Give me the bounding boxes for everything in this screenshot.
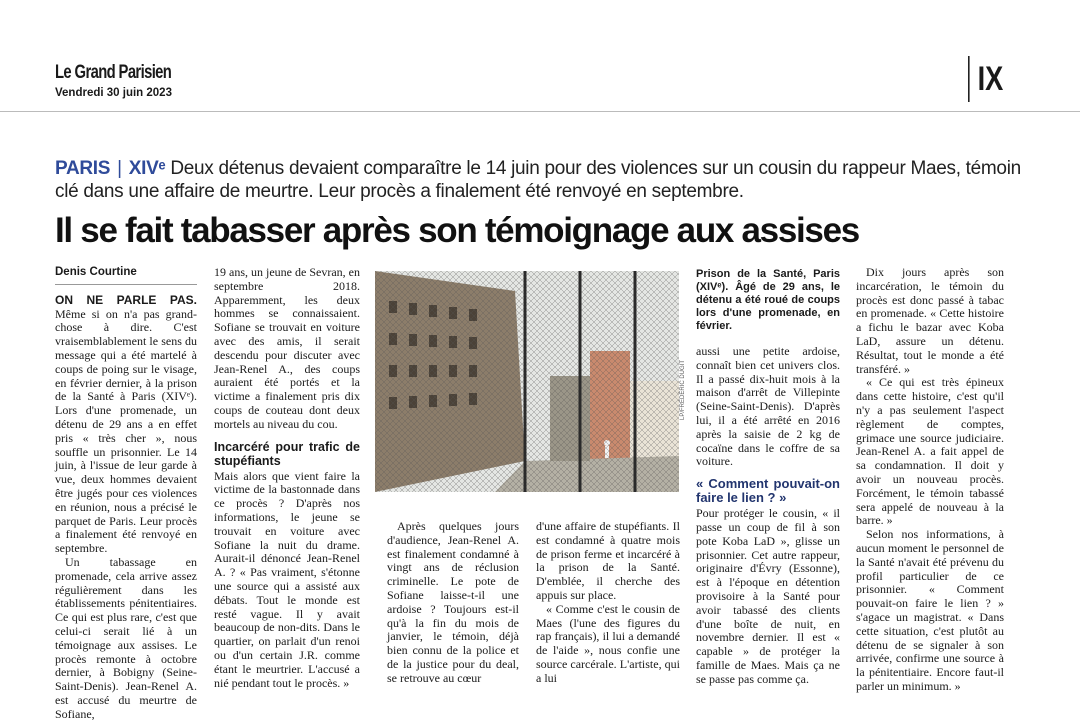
- paragraph: d'une affaire de stupéfiants. Il est condamné à quatre mois de prison ferme et incarcéré à la prison de la Santé. D'emblée, il cherche des appuis sur place.: [536, 519, 680, 602]
- kicker-text: Deux détenus devaient comparaître le 14 juin pour des violences sur un cousin du rappeur Maes, témoin clé dans une affaire de meurtre. Leur procès a finalement été renvoyé en septembre.: [55, 158, 1021, 202]
- kicker-district: XIVᵉ: [128, 158, 166, 179]
- paragraph: Après quelques jours d'audience, Jean-Renel A. est finalement condamné à vingt ans de réclusion criminelle. Le pote de Sofiane laisse-t-il une ardoise ? Toujours est-il qu'à la fin du mois de janvier, le témoin, déjà bien connu de la police et de la justice pour du deal, se retrouve au cœur: [387, 519, 519, 685]
- paragraph: Mais alors que vient faire la victime de la bastonnade dans ce procès ? D'après nos informations, le jeune se trouvait en voiture avec Sofiane la nuit du drame. Aurait-il dénoncé Jean-Renel A. ? « Pas vraiment, s'étonne une source qui a assisté aux débats. Tout le monde est resté vague. Il y avait beaucoup de non-dits. Dans le quartier, on parlait d'un renoi ou d'un certain J.R. comme étant le meurtrier. L'accusé a nié pendant tout le procès. »: [214, 468, 360, 690]
- subheading: « Comment pouvait-on faire le lien ? »: [696, 476, 840, 506]
- article-column-1: [55, 266, 197, 721]
- masthead: [55, 62, 204, 99]
- headline: Il se fait tabasser après son témoignage aux assises: [55, 211, 859, 250]
- article-column-2: [214, 265, 360, 690]
- paragraph: Selon nos informations, à aucun moment le personnel de la Santé n'avait été prévenu du profil particulier de ce prisonnier. « Comment pouvait-on faire le lien ? » s'agace un magistrat. « Dans cette situation, c'est plutôt au détenu de se signaler à son arrivée, confirme une source à la pénitentiaire. Encore faut-il parler un minimum. »: [856, 527, 1004, 693]
- header-divider: [0, 111, 1080, 112]
- byline: Denis Courtine: [55, 266, 197, 285]
- photo-credit: LP/FRÉDÉRIC DUGIT: [680, 359, 686, 420]
- photo-caption: Prison de la Santé, Paris (XIVᵉ). Âgé de 29 ans, le détenu a été roué de coups lors d'une promenade, en février.: [696, 268, 840, 332]
- paragraph: Un tabassage en promenade, cela arrive assez régulièrement dans les établissements pénitentiaires. Ce qui est plus rare, c'est que celui-ci serait lié à un témoignage aux assises. Le procès remonte à octobre dernier, à Bobigny (Seine-Saint-Denis). Jean-Renel A. est accusé du meurtre de Sofiane,: [55, 554, 197, 721]
- paragraph: 19 ans, un jeune de Sevran, en septembre 2018. Apparemment, les deux hommes se connaissaient. Sofiane se trouvait en voiture avec des amis, il serait descendu pour discuter avec Jean-Renel A., des coups auraient été portés et la victime a finalement pris dix coups de couteau dont deux mortels au niveau du cou.: [214, 265, 360, 431]
- paragraph: « Comme c'est le cousin de Maes (l'une des figures du rap français), il lui a demandé de l'aide », nous confie une source carcérale. L'artiste, qui a lui: [536, 601, 680, 685]
- paragraph: aussi une petite ardoise, connaît bien cet univers clos. Il a passé dix-huit mois à la maison d'arrêt de Villepinte (Seine-Saint-Denis). D'après lui, il a été arrêté en 2016 après la saisie de 2 kg de cocaïne dans le coffre de sa voiture.: [696, 344, 840, 469]
- subheading: Incarcéré pour trafic de stupéfiants: [214, 439, 360, 468]
- paragraph: Pour protéger le cousin, « il passe un coup de fil à son pote Koba LaD », glisse un prisonnier. Cet autre rappeur, originaire d'Évry (Essonne), est à l'époque en détention provisoire à la Santé pour avoir tabassé des clients d'une boîte de nuit, en novembre dernier. Il est « capable » de protéger la famille de Maes. Mais ça ne se passe pas comme ça.: [696, 506, 840, 686]
- paragraph: Dix jours après son incarcération, le témoin du procès est donc passé à tabac en promenade. « Cette histoire a fichu le bazar avec Koba LaD, assure un détenu. Résultat, tout le monde a été transféré. »: [856, 265, 1004, 376]
- lead-in: ON NE PARLE PAS.: [55, 292, 197, 307]
- kicker: [55, 157, 1035, 203]
- prison-courtyard-image: [375, 271, 679, 492]
- paragraph: « Ce qui est très épineux dans cette histoire, c'est qu'il n'y a pas seulement l'aspect règlement de comptes, grimace une source judiciaire. Jean-Renel A. a fait appel de sa condamnation. Il doit y avoir un nouveau procès. Forcément, le témoin tabassé sera appelé de nouveau à la barre. »: [856, 375, 1004, 528]
- article-column-5: [696, 268, 840, 686]
- newspaper-logo: Le Grand Parisien: [55, 62, 172, 83]
- issue-date: Vendredi 30 juin 2023: [55, 87, 172, 99]
- kicker-separator: |: [117, 158, 122, 179]
- article-column-4: [536, 519, 680, 685]
- article-column-3: [387, 519, 519, 685]
- kicker-place: PARIS: [55, 158, 111, 179]
- paragraph-text: Même si on n'a pas grand-chose à dire. C'est vraisemblablement le sens du message qui a été martelé à coups de poing sur le visage, en février dernier, à la prison de la Santé à Paris (XIVᵉ). Lors d'une promenade, un détenu de 29 ans a en effet pris « très cher », nous souffle un prisonnier. Le 14 juin, à l'issue de leur garde à vue, deux hommes devaient être jugés pour ces violences en réunion, nous a précisé le parquet de Paris. Leur procès a finalement été renvoyé en septembre.: [55, 306, 197, 556]
- article-column-6: [856, 265, 1004, 693]
- paragraph: [55, 294, 197, 556]
- page-number: IX: [968, 56, 1000, 102]
- prison-photo: [375, 271, 679, 492]
